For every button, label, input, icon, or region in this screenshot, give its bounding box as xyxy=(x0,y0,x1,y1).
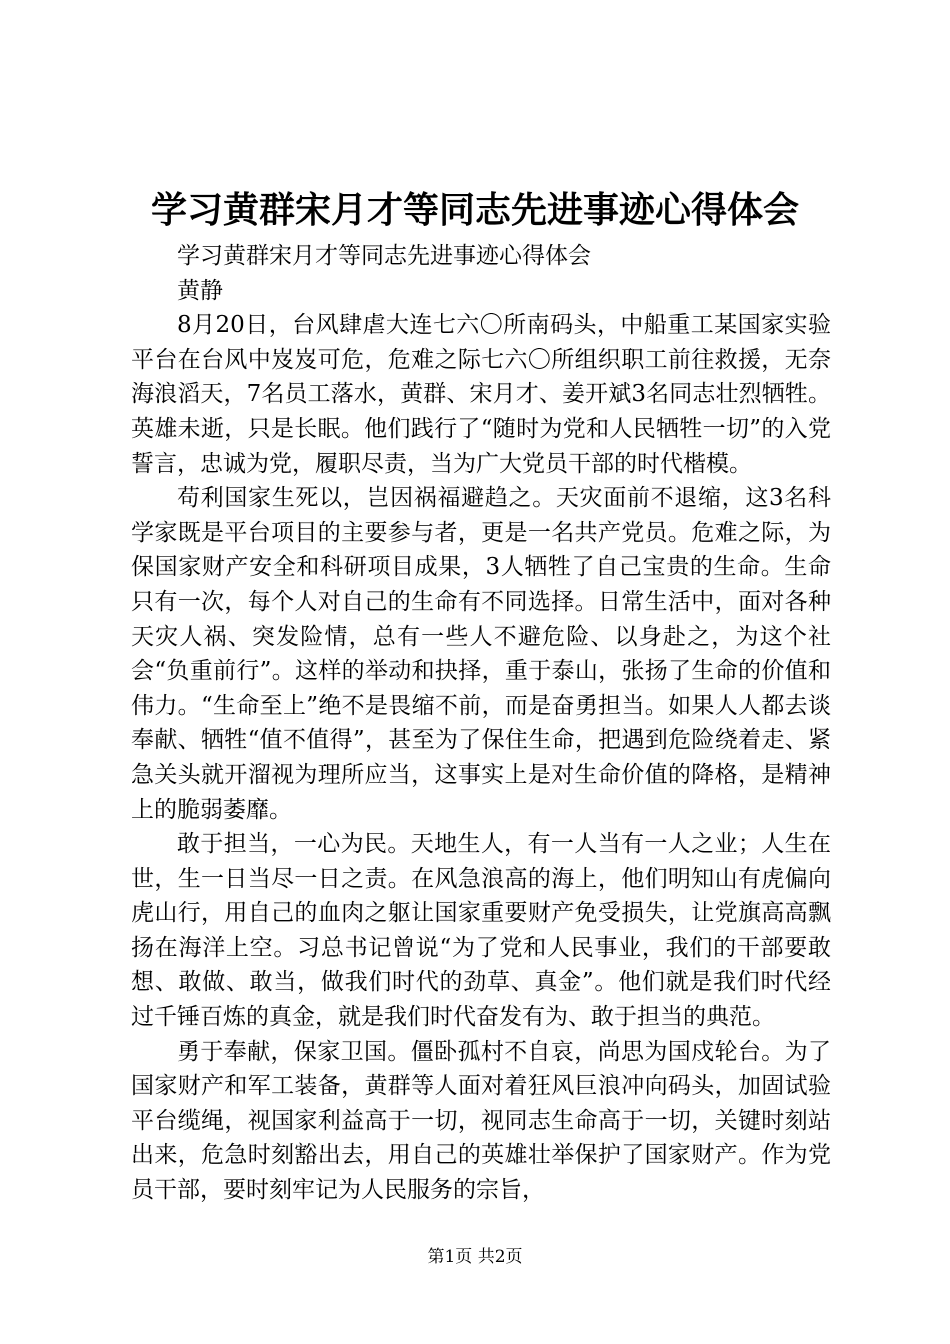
paragraph-4: 勇于奉献，保家卫国。僵卧孤村不自哀，尚思为国戍轮台。为了国家财产和军工装备，黄群等人面对着狂风巨浪冲向码头，加固试验平台缆绳，视国家利益高于一切，视同志生命高于一切，关键时刻站出来，危急时刻豁出去，用自己的英雄壮举保护了国家财产。作为党员干部，要时刻牢记为人民服务的宗旨， xyxy=(131,1038,831,1204)
page-number-footer: 第1页 共2页 xyxy=(427,1247,523,1267)
document-subtitle: 学习黄群宋月才等同志先进事迹心得体会 xyxy=(177,243,591,269)
paragraph-3: 敢于担当，一心为民。天地生人，有一人当有一人之业；人生在世，生一日当尽一日之责。在风急浪高的海上，他们明知山有虎偏向虎山行，用自己的血肉之躯让国家重要财产免受损失，让党旗高高飘扬在海洋上空。习总书记曾说“为了党和人民事业，我们的干部要敢想、敢做、敢当，做我们时代的劲草、真金”。他们就是我们时代经过千锤百炼的真金，就是我们时代奋发有为、敢于担当的典范。 xyxy=(131,831,831,1031)
document-body xyxy=(131,239,831,1208)
document-title: 学习黄群宋月才等同志先进事迹心得体会 xyxy=(150,189,799,231)
document-author: 黄静 xyxy=(177,277,223,304)
paragraph-2: 苟利国家生死以，岂因祸福避趋之。天灾面前不退缩，这3名科学家既是平台项目的主要参与者，更是一名共产党员。危难之际，为保国家财产安全和科研项目成果，3人牺牲了自己宝贵的生命。生命只有一次，每个人对自己的生命有不同选择。日常生活中，面对各种天灾人祸、突发险情，总有一些人不避危险、以身赴之，为这个社会“负重前行”。这样的举动和抉择，重于泰山，张扬了生命的价值和伟力。“生命至上”绝不是畏缩不前，而是奋勇担当。如果人人都去谈奉献、牺牲“值不值得”，甚至为了保住生命，把遇到危险绕着走、紧急关头就开溜视为理所应当，这事实上是对生命价值的降格，是精神上的脆弱萎靡。 xyxy=(131,485,831,823)
paragraph-1: 8月20日，台风肆虐大连七六〇所南码头，中船重工某国家实验平台在台风中岌岌可危，危难之际七六〇所组织职工前往救援，无奈海浪滔天，7名员工落水，黄群、宋月才、姜开斌3名同志壮烈牺牲。英雄未逝，只是长眠。他们践行了“随时为党和人民牺牲一切”的入党誓言，忠诚为党，履职尽责，当为广大党员干部的时代楷模。 xyxy=(131,312,831,477)
